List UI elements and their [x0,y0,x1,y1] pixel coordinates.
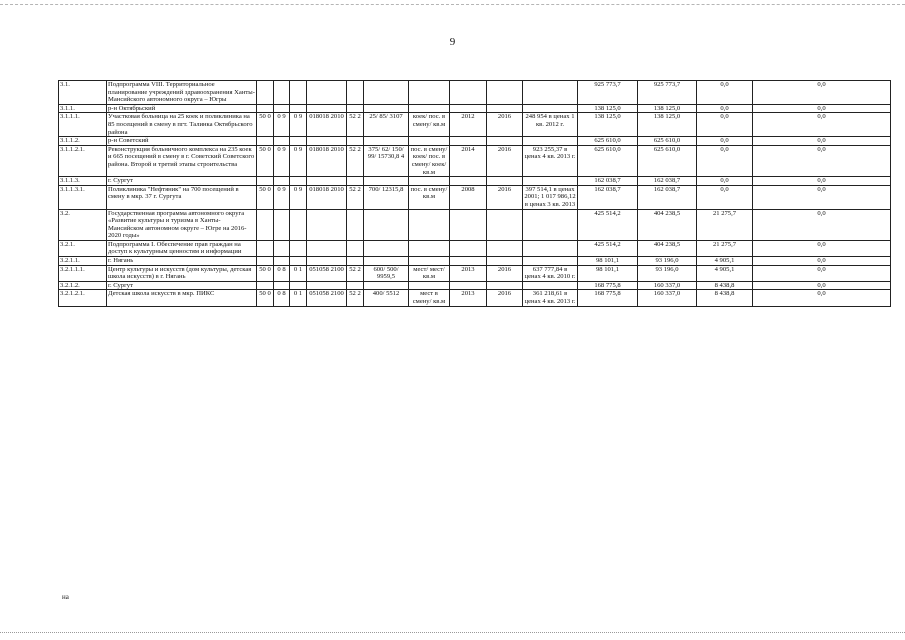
row-capacity [364,137,409,146]
row-end-year [487,209,523,240]
row-start-year: 2014 [450,145,487,176]
row-code-part-3 [290,209,307,240]
row-code: 3.1.1. [59,104,107,113]
row-code-part-5: 52 2 [347,145,364,176]
row-code-part-1 [257,281,274,290]
row-local-budget: 0,0 [697,145,753,176]
row-code-part-3 [290,177,307,186]
row-name: Участковая больница на 25 коек и поликлиника на 85 посещений в смену в пгт. Талинка Октябрьского района [107,113,257,137]
row-total-amount: 425 514,2 [578,240,638,256]
row-capacity [364,240,409,256]
page-number: 9 [449,36,456,48]
row-code: 3.1.1.3. [59,177,107,186]
row-code-part-3 [290,104,307,113]
row-other-sources: 0,0 [753,177,891,186]
row-estimated-cost: 248 954 в ценах 1 кв. 2012 г. [523,113,578,137]
row-end-year: 2016 [487,290,523,306]
row-estimated-cost: 923 255,37 в ценах 4 кв. 2013 г. [523,145,578,176]
investment-program-table [58,80,891,307]
row-total-amount: 168 775,8 [578,290,638,306]
row-code-part-5 [347,281,364,290]
row-okrug-budget: 162 038,7 [638,185,697,209]
row-local-budget: 21 275,7 [697,240,753,256]
table-row [59,145,891,176]
row-other-sources: 0,0 [753,290,891,306]
row-code-part-4 [307,240,347,256]
row-end-year: 2016 [487,113,523,137]
row-total-amount: 98 101,1 [578,257,638,266]
row-name: р-н Октябрьский [107,104,257,113]
row-end-year: 2016 [487,145,523,176]
row-unit [409,81,450,105]
row-start-year: 2008 [450,185,487,209]
row-code-part-5: 52 2 [347,265,364,281]
row-other-sources: 0,0 [753,185,891,209]
row-code-part-1 [257,104,274,113]
row-unit [409,177,450,186]
row-local-budget: 0,0 [697,104,753,113]
row-capacity [364,209,409,240]
row-unit: мест в смену/ кв.м [409,290,450,306]
row-end-year: 2016 [487,185,523,209]
row-total-amount: 162 038,7 [578,177,638,186]
row-code-part-4: 018018 2010 [307,113,347,137]
row-total-amount: 98 101,1 [578,265,638,281]
footer-code: на [62,593,69,601]
row-code-part-2 [274,81,290,105]
row-code-part-5: 52 2 [347,290,364,306]
row-end-year: 2016 [487,265,523,281]
row-code-part-2 [274,240,290,256]
row-code-part-5 [347,104,364,113]
row-other-sources: 0,0 [753,145,891,176]
row-start-year: 2013 [450,290,487,306]
row-estimated-cost [523,137,578,146]
row-code-part-1 [257,209,274,240]
row-unit: мест/ мест/ кв.м [409,265,450,281]
row-code-part-5: 52 2 [347,113,364,137]
row-code-part-2 [274,104,290,113]
row-code-part-5 [347,257,364,266]
row-name: г. Сургут [107,281,257,290]
row-okrug-budget: 625 610,0 [638,145,697,176]
row-unit: коек/ пос. в смену/ кв.м [409,113,450,137]
row-capacity: 25/ 85/ 3107 [364,113,409,137]
row-code-part-3 [290,240,307,256]
row-code-part-1 [257,257,274,266]
row-code: 3.2.1.1.1. [59,265,107,281]
row-okrug-budget: 162 038,7 [638,177,697,186]
row-start-year [450,240,487,256]
row-code-part-5 [347,240,364,256]
row-code-part-5 [347,177,364,186]
row-other-sources: 0,0 [753,137,891,146]
row-code-part-2 [274,281,290,290]
row-end-year [487,257,523,266]
row-other-sources: 0,0 [753,113,891,137]
row-start-year [450,281,487,290]
row-estimated-cost [523,81,578,105]
row-start-year [450,209,487,240]
row-start-year [450,104,487,113]
row-total-amount: 625 610,0 [578,145,638,176]
row-code-part-1: 50 0 [257,265,274,281]
row-code-part-4 [307,177,347,186]
table-row [59,240,891,256]
row-capacity: 700/ 12315,8 [364,185,409,209]
row-total-amount: 138 125,0 [578,113,638,137]
row-code-part-3: 0 9 [290,185,307,209]
row-unit [409,104,450,113]
row-code-part-3 [290,281,307,290]
row-local-budget: 0,0 [697,177,753,186]
table-row [59,177,891,186]
row-okrug-budget: 625 610,0 [638,137,697,146]
row-other-sources: 0,0 [753,209,891,240]
row-code: 3.1.1.2.1. [59,145,107,176]
row-code-part-3: 0 9 [290,145,307,176]
bottom-scan-edge [0,632,905,633]
row-estimated-cost [523,209,578,240]
row-code-part-2 [274,137,290,146]
row-unit [409,281,450,290]
row-code-part-1: 50 0 [257,113,274,137]
row-estimated-cost [523,281,578,290]
row-code: 3.1.1.2. [59,137,107,146]
row-name: Подпрограмма I. Обеспечение прав граждан на доступ к культурным ценностям и информации [107,240,257,256]
row-okrug-budget: 160 337,0 [638,290,697,306]
row-local-budget: 8 438,8 [697,281,753,290]
row-total-amount: 925 773,7 [578,81,638,105]
row-unit [409,137,450,146]
table-row [59,81,891,105]
row-total-amount: 425 514,2 [578,209,638,240]
row-okrug-budget: 160 337,0 [638,281,697,290]
row-code: 3.1.1.1. [59,113,107,137]
row-estimated-cost: 637 777,84 в ценах 4 кв. 2010 г. [523,265,578,281]
row-start-year [450,81,487,105]
row-unit [409,240,450,256]
row-unit [409,209,450,240]
row-code-part-1 [257,81,274,105]
row-code-part-4 [307,104,347,113]
row-estimated-cost [523,177,578,186]
row-name: Подпрограмма VIII. Территориальное планирование учреждений здравоохранения Ханты-Мансийского автономного округа – Югры [108,81,255,104]
row-unit: пос. в смену/ кв.м [409,185,450,209]
row-name: р-н Советский [107,137,257,146]
row-code: 3.1. [59,81,107,105]
row-code: 3.2.1.2.1. [59,290,107,306]
row-code-part-2: 0 9 [274,145,290,176]
row-code-part-5: 52 2 [347,185,364,209]
row-code: 3.2. [59,209,107,240]
row-code-part-3 [290,257,307,266]
row-code-part-4 [307,257,347,266]
row-code-part-2 [274,177,290,186]
row-end-year [487,104,523,113]
row-local-budget: 21 275,7 [697,209,753,240]
row-estimated-cost [523,104,578,113]
row-start-year [450,257,487,266]
row-capacity [364,281,409,290]
row-end-year [487,177,523,186]
row-code: 3.1.1.3.1. [59,185,107,209]
row-total-amount: 168 775,8 [578,281,638,290]
row-code-part-1 [257,240,274,256]
table-row [59,281,891,290]
row-estimated-cost [523,240,578,256]
table-row [59,257,891,266]
row-code-part-2: 0 8 [274,290,290,306]
row-local-budget: 0,0 [697,185,753,209]
row-start-year: 2012 [450,113,487,137]
row-code-part-4 [307,137,347,146]
row-local-budget: 4 905,1 [697,257,753,266]
row-code-part-1 [257,177,274,186]
table-row [59,185,891,209]
row-okrug-budget: 93 196,0 [638,265,697,281]
row-code-part-1: 50 0 [257,185,274,209]
row-code-part-2 [274,257,290,266]
row-end-year [487,137,523,146]
row-other-sources: 0,0 [753,240,891,256]
row-other-sources: 0,0 [753,81,891,105]
row-local-budget: 0,0 [697,137,753,146]
row-capacity [364,81,409,105]
row-unit [409,257,450,266]
table-row [59,290,891,306]
row-code-part-1: 50 0 [257,290,274,306]
row-name: Детская школа искусств в мкр. ПИКС [107,290,257,306]
row-code-part-5 [347,209,364,240]
table-row [59,113,891,137]
row-end-year [487,81,523,105]
row-okrug-budget: 404 238,5 [638,209,697,240]
row-unit: пос. в смену/ коек/ пос. в смену/ коек/ кв.м [409,145,450,176]
row-capacity [364,177,409,186]
row-code-part-4: 051058 2100 [307,265,347,281]
row-other-sources: 0,0 [753,281,891,290]
row-capacity: 600/ 500/ 9959,5 [364,265,409,281]
row-okrug-budget: 404 238,5 [638,240,697,256]
row-code-part-4 [307,209,347,240]
row-capacity: 375/ 62/ 150/ 99/ 15730,8 4 [364,145,409,176]
row-code-part-5 [347,137,364,146]
row-code-part-4: 051058 2100 [307,290,347,306]
row-okrug-budget: 925 773,7 [638,81,697,105]
row-other-sources: 0,0 [753,257,891,266]
row-code-part-2: 0 8 [274,265,290,281]
row-name: Центр культуры и искусств (дом культуры, детская школа искусств) в г. Нягань [107,265,257,281]
row-code-part-4: 018018 2010 [307,185,347,209]
row-capacity: 400/ 5512 [364,290,409,306]
row-code-part-4 [307,281,347,290]
row-name: г. Нягань [107,257,257,266]
row-end-year [487,281,523,290]
row-local-budget: 8 438,8 [697,290,753,306]
row-code-part-3 [290,137,307,146]
row-total-amount: 138 125,0 [578,104,638,113]
table-row [59,137,891,146]
table-row [59,265,891,281]
row-capacity [364,104,409,113]
row-code-part-2 [274,209,290,240]
row-code-part-1: 50 0 [257,145,274,176]
row-code: 3.2.1.1. [59,257,107,266]
row-code: 3.2.1.2. [59,281,107,290]
row-code-part-3 [290,81,307,105]
row-code-part-4: 018018 2010 [307,145,347,176]
row-start-year: 2013 [450,265,487,281]
row-code-part-2: 0 9 [274,185,290,209]
row-name: г. Сургут [107,177,257,186]
row-code-part-3: 0 1 [290,265,307,281]
row-code-part-5 [347,81,364,105]
row-capacity [364,257,409,266]
top-scan-edge [0,4,905,5]
row-other-sources: 0,0 [753,265,891,281]
row-local-budget: 0,0 [697,81,753,105]
row-okrug-budget: 138 125,0 [638,104,697,113]
row-code-part-1 [257,137,274,146]
row-code-part-2: 0 9 [274,113,290,137]
row-okrug-budget: 93 196,0 [638,257,697,266]
table-row [59,104,891,113]
row-code-part-3: 0 9 [290,113,307,137]
row-code-part-4 [307,81,347,105]
row-estimated-cost: 361 218,61 в ценах 4 кв. 2013 г. [523,290,578,306]
row-local-budget: 4 905,1 [697,265,753,281]
row-name: Реконструкция больничного комплекса на 235 коек и 665 посещений в смену в г. Советский Советского района. Второй и третий этапы строительства [107,145,257,176]
row-name: Государственная программа автономного округа «Развитие культуры и туризма в Ханты-Мансийском автономном округе – Югре на 2016-2020 годы» [107,209,257,240]
row-start-year [450,137,487,146]
row-name: Поликлиника "Нефтяник" на 700 посещений в смену в мкр. 37 г. Сургута [107,185,257,209]
row-estimated-cost: 397 514,1 в ценах 2001; 1 017 986,12 в ценах 3 кв. 2013 [524,185,576,208]
row-code: 3.2.1. [59,240,107,256]
row-total-amount: 162 038,7 [578,185,638,209]
table-row [59,209,891,240]
row-okrug-budget: 138 125,0 [638,113,697,137]
row-estimated-cost [523,257,578,266]
row-local-budget: 0,0 [697,113,753,137]
row-start-year [450,177,487,186]
row-total-amount: 625 610,0 [578,137,638,146]
row-code-part-3: 0 1 [290,290,307,306]
table-body [59,81,891,307]
row-other-sources: 0,0 [753,104,891,113]
row-end-year [487,240,523,256]
